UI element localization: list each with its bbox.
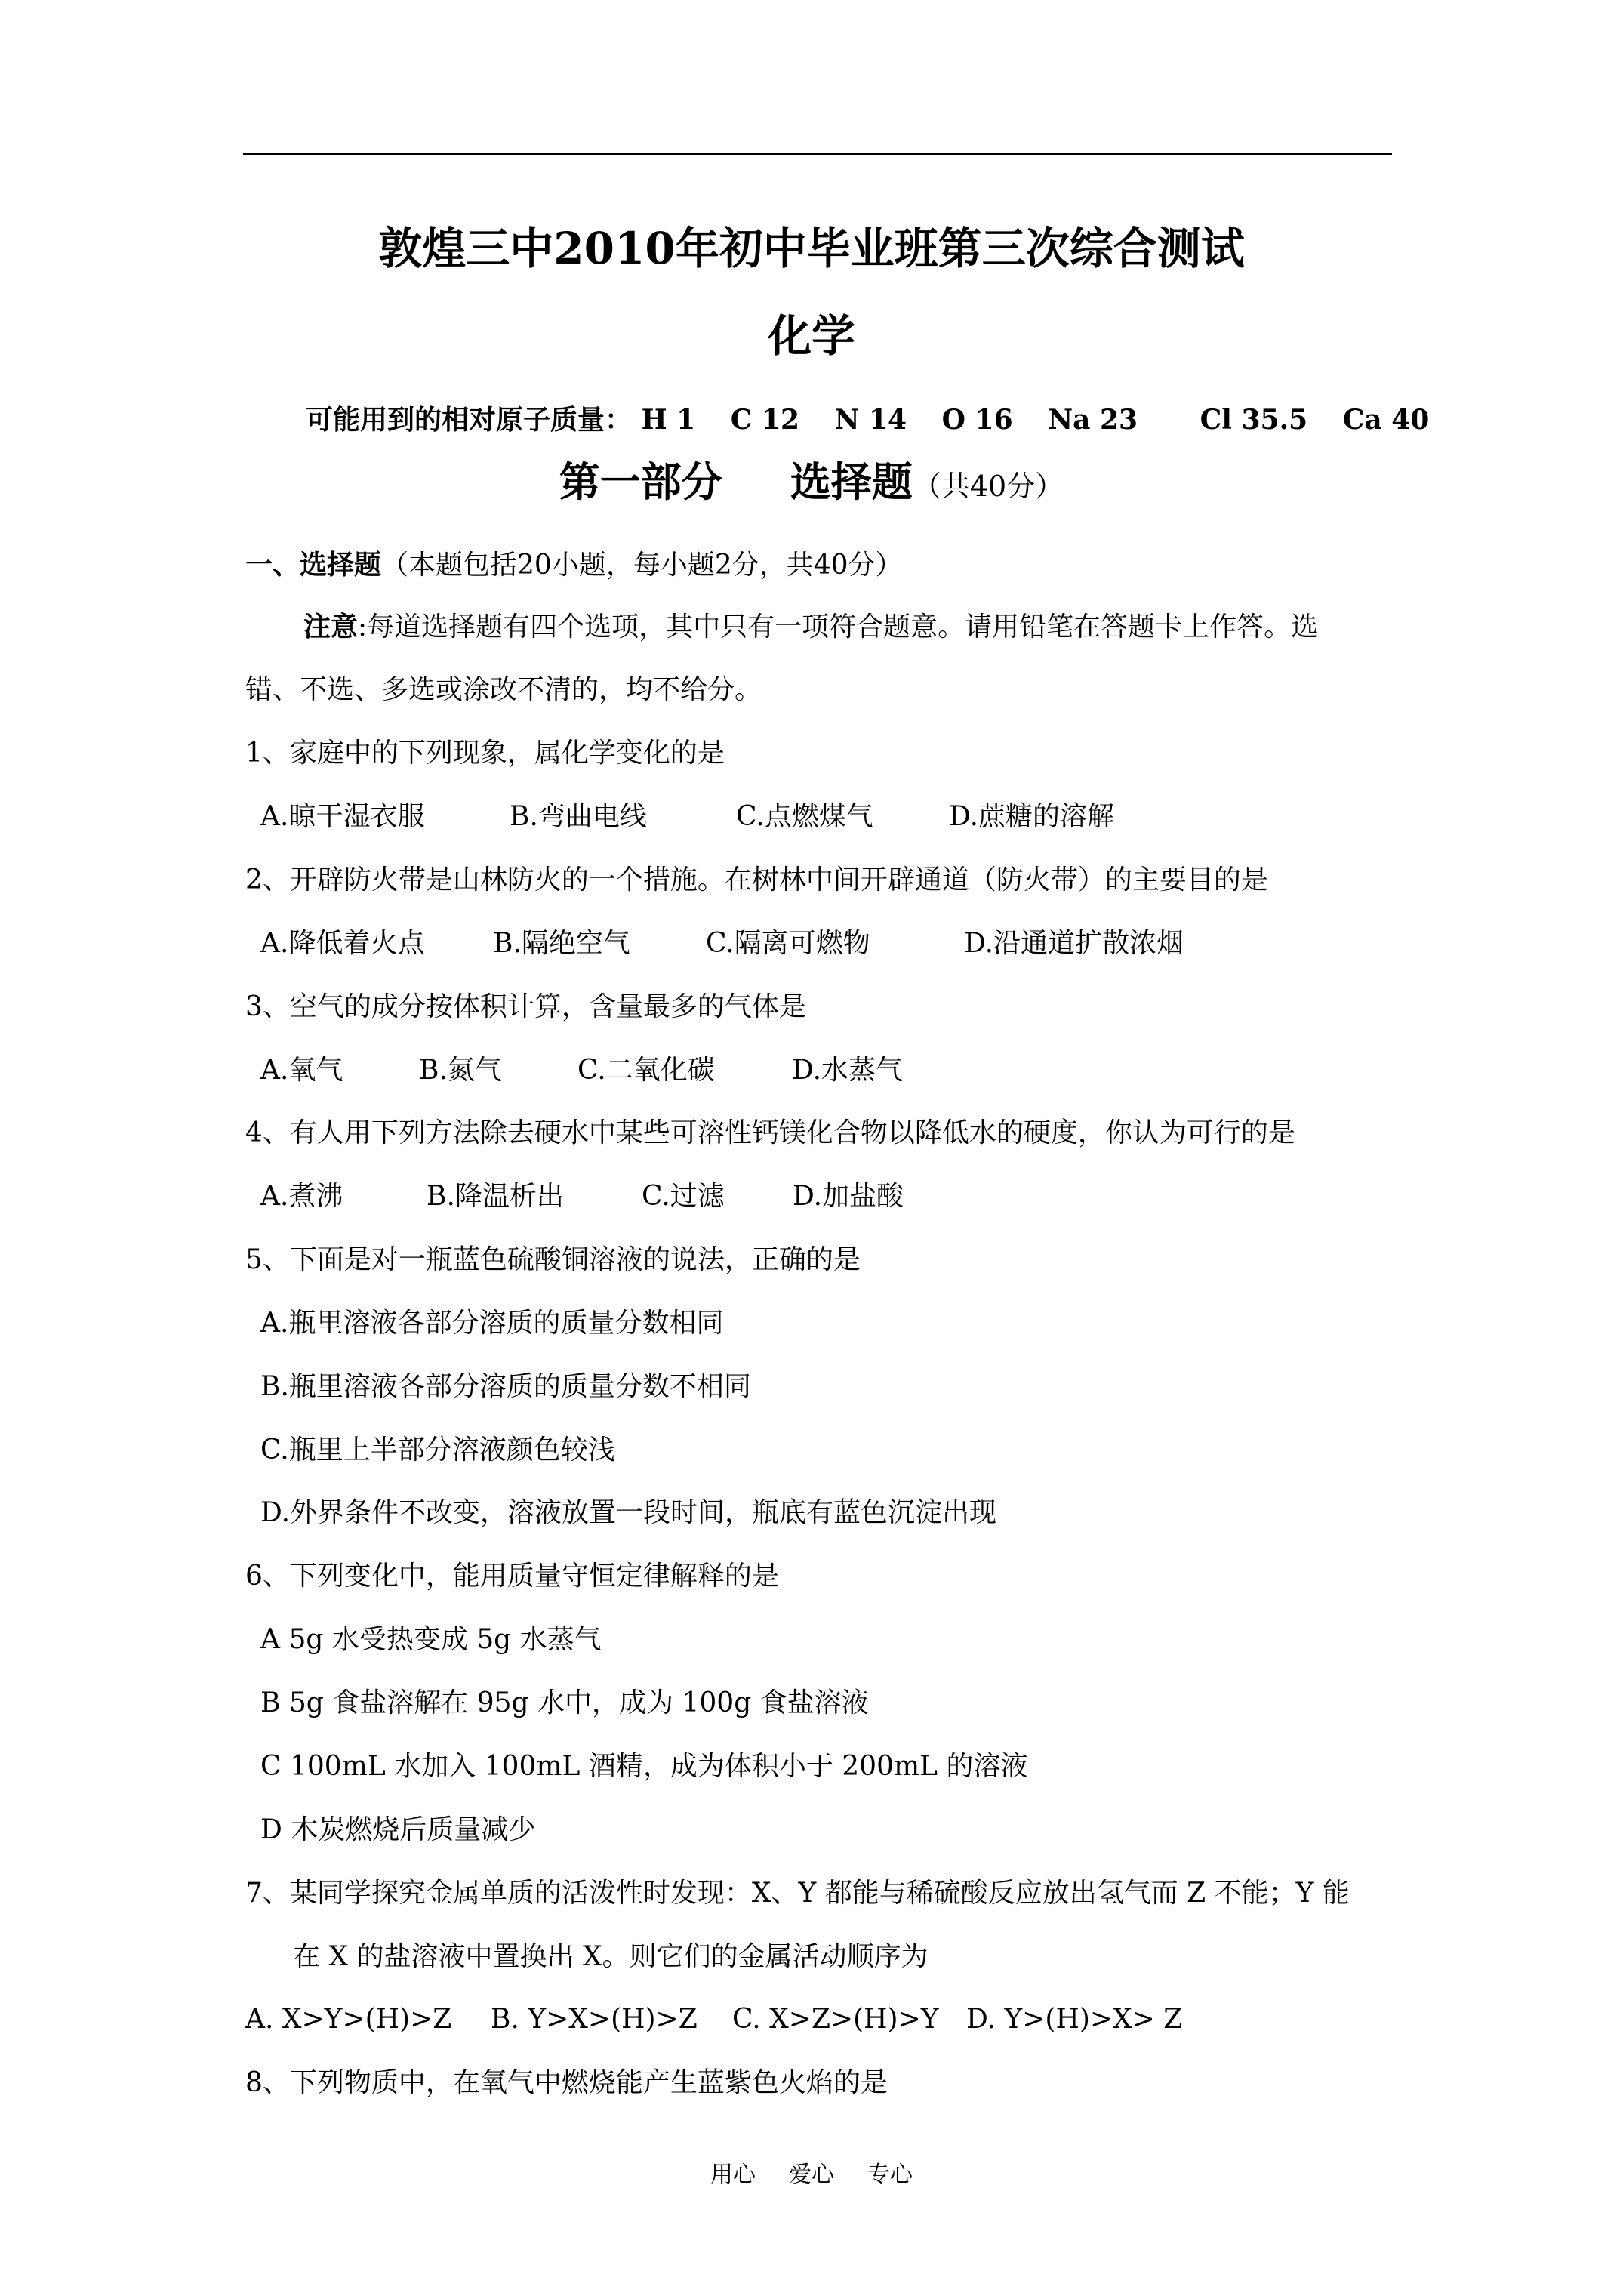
section-heading — [245, 551, 903, 579]
question-6-option-a: A 5g 水受热变成 5g 水蒸气 — [260, 1624, 602, 1655]
question-5-option-b: B.瓶里溶液各部分溶质的质量分数不相同 — [260, 1371, 751, 1402]
question-3-option-d: D.水蒸气 — [792, 1055, 904, 1086]
question-6-stem: 6、下列变化中，能用质量守恒定律解释的是 — [245, 1561, 779, 1592]
note-label: 注意 — [303, 611, 359, 643]
atomic-masses-label: 可能用到的相对原子质量： — [306, 404, 633, 436]
question-4-option-c: C.过滤 — [642, 1181, 725, 1212]
footer-word-3: 专心 — [867, 2162, 913, 2188]
question-2-option-c: C.隔离可燃物 — [706, 928, 870, 959]
part-heading — [0, 450, 1623, 508]
section-desc: （本题包括20小题，每小题2分，共40分） — [381, 550, 903, 581]
question-3-option-c: C.二氧化碳 — [577, 1055, 715, 1086]
question-7-stem-continued: 在 X 的盐溶液中置换出 X。则它们的金属活动顺序为 — [293, 1941, 929, 1972]
question-6-option-b: B 5g 食盐溶解在 95g 水中，成为 100g 食盐溶液 — [260, 1687, 869, 1718]
question-2-option-a: A.降低着火点 — [260, 928, 425, 959]
atomic-mass-cl: Cl 35.5 — [1200, 404, 1308, 436]
question-3-option-b: B.氮气 — [419, 1055, 502, 1086]
page-footer — [0, 2156, 1623, 2189]
atomic-mass-c: C 12 — [730, 404, 800, 436]
question-2-option-b: B.隔绝空气 — [493, 928, 630, 959]
question-2-stem: 2、开辟防火带是山林防火的一个措施。在树林中间开辟通道（防火带）的主要目的是 — [245, 864, 1268, 895]
part-score: （共40分） — [912, 470, 1064, 503]
question-1-option-a: A.晾干湿衣服 — [260, 801, 425, 832]
question-4-option-b: B.降温析出 — [427, 1181, 564, 1212]
top-rule — [243, 153, 1392, 155]
section-label: 一、选择题 — [245, 549, 382, 581]
question-4-stem: 4、有人用下列方法除去硬水中某些可溶性钙镁化合物以降低水的硬度，你认为可行的是 — [245, 1117, 1295, 1148]
note-text-1: :每道选择题有四个选项，其中只有一项符合题意。请用铅笔在答题卡上作答。选 — [358, 612, 1319, 643]
question-7-option-d: D. Y>(H)>X> Z — [966, 2004, 1183, 2035]
question-5-option-d: D.外界条件不改变，溶液放置一段时间，瓶底有蓝色沉淀出现 — [260, 1497, 997, 1528]
question-5-option-a: A.瓶里溶液各部分溶质的质量分数相同 — [260, 1308, 724, 1339]
question-4-option-d: D.加盐酸 — [793, 1181, 904, 1212]
question-1-option-b: B.弯曲电线 — [510, 801, 647, 832]
footer-word-2: 爱心 — [789, 2162, 834, 2188]
subject-title: 化学 — [767, 310, 855, 362]
question-4-option-a: A.煮沸 — [260, 1181, 343, 1212]
question-7-option-a: A. X>Y>(H)>Z — [245, 2004, 452, 2035]
question-1-stem: 1、家庭中的下列现象，属化学变化的是 — [245, 738, 725, 769]
question-7-options — [245, 2006, 1182, 2033]
atomic-mass-o: O 16 — [941, 404, 1013, 436]
question-4-options — [260, 1183, 904, 1210]
question-8-stem: 8、下列物质中，在氧气中燃烧能产生蓝紫色火焰的是 — [245, 2067, 888, 2098]
atomic-mass-ca: Ca 40 — [1342, 404, 1430, 436]
question-3-option-a: A.氧气 — [260, 1055, 343, 1086]
question-5-stem: 5、下面是对一瓶蓝色硫酸铜溶液的说法，正确的是 — [245, 1244, 861, 1275]
question-1-option-d: D.蔗糖的溶解 — [949, 801, 1115, 832]
atomic-mass-n: N 14 — [834, 404, 907, 436]
question-5-option-c: C.瓶里上半部分溶液颜色较浅 — [260, 1435, 615, 1465]
question-3-options — [260, 1057, 903, 1084]
note-line-2: 错、不选、多选或涂改不清的，均不给分。 — [245, 674, 762, 705]
question-6-option-c: C 100mL 水加入 100mL 酒精，成为体积小于 200mL 的溶液 — [260, 1751, 1028, 1782]
question-6-option-d: D 木炭燃烧后质量减少 — [260, 1814, 536, 1845]
part-type: 选择题 — [790, 458, 913, 506]
note-line-1 — [303, 613, 1318, 641]
question-7-option-b: B. Y>X>(H)>Z — [491, 2004, 698, 2035]
question-7-stem: 7、某同学探究金属单质的活泼性时发现：X、Y 都能与稀硫酸反应放出氢气而 Z 不能；Y 能 — [245, 1878, 1350, 1909]
part-name: 第一部分 — [559, 458, 722, 506]
question-2-option-d: D.沿通道扩散浓烟 — [964, 928, 1184, 959]
question-2-options — [260, 930, 1184, 957]
question-1-options — [260, 803, 1114, 831]
question-7-option-c: C. X>Z>(H)>Y — [732, 2004, 939, 2035]
question-3-stem: 3、空气的成分按体积计算，含量最多的气体是 — [245, 991, 806, 1022]
exam-title: 敦煌三中2010年初中毕业班第三次综合测试 — [378, 223, 1245, 274]
footer-word-1: 用心 — [710, 2162, 756, 2188]
atomic-mass-h: H 1 — [641, 404, 696, 436]
question-1-option-c: C.点燃煤气 — [736, 801, 873, 832]
atomic-mass-na: Na 23 — [1048, 404, 1138, 436]
atomic-masses — [306, 399, 1429, 437]
